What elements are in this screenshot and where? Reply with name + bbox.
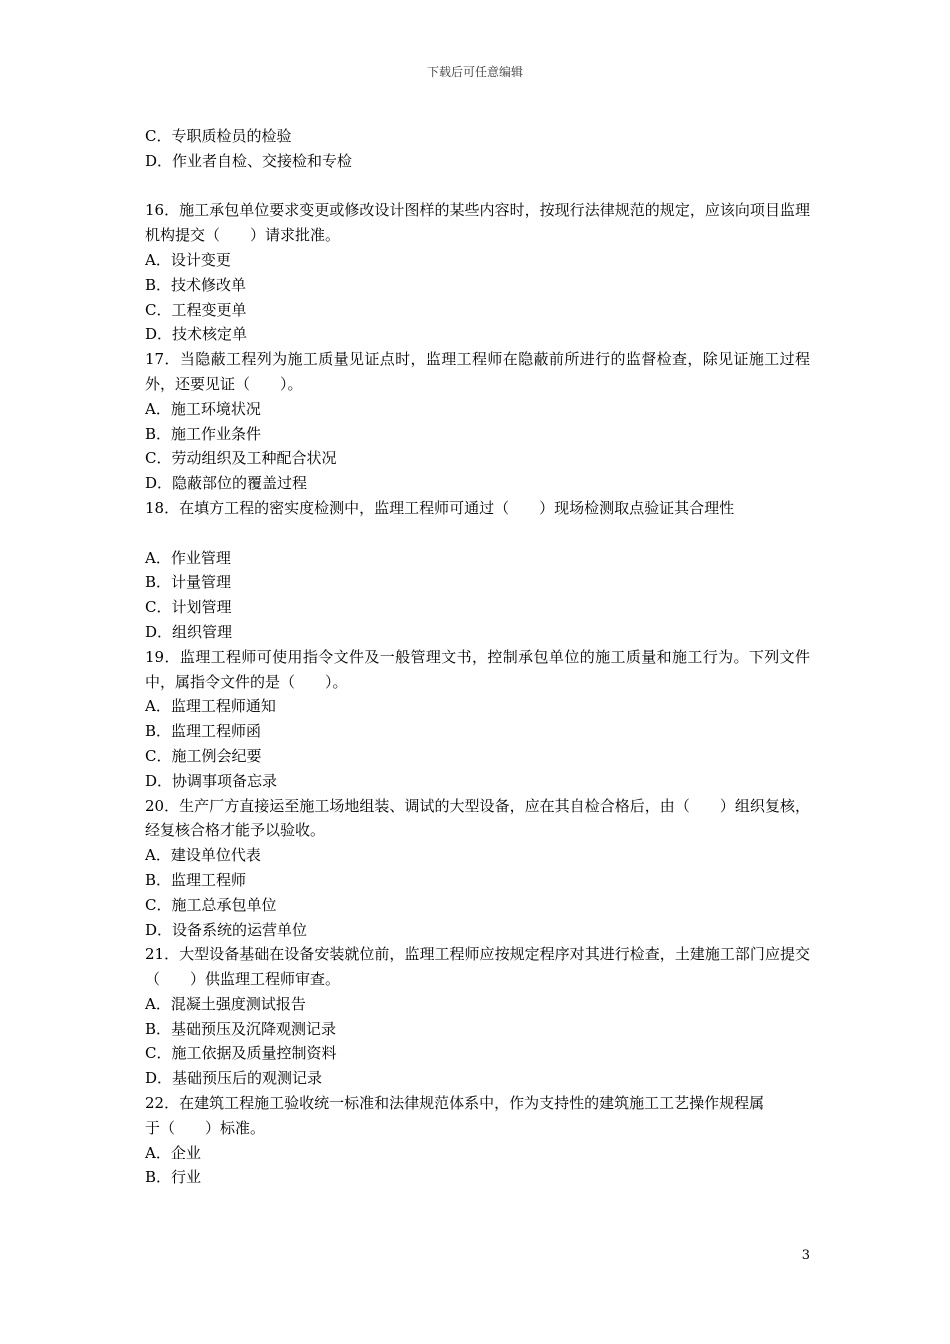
question-stem: 19．监理工程师可使用指令文件及一般管理文书，控制承包单位的施工质量和施工行为。下列文件中，属指令文件的是（ ）。	[145, 647, 810, 691]
option-line: D．协调事项备忘录	[145, 771, 278, 790]
option-line: A．设计变更	[145, 250, 231, 269]
option-line: B．施工作业条件	[145, 424, 262, 443]
option-line: D．基础预压后的观测记录	[145, 1069, 323, 1088]
option-line: B．技术修改单	[145, 275, 247, 294]
page-header: 下载后可任意编辑	[426, 65, 523, 79]
option-line: C．工程变更单	[145, 300, 247, 319]
option-line: A．建设单位代表	[145, 846, 261, 865]
question-stem: 21．大型设备基础在设备安装就位前，监理工程师应按规定程序对其进行检查，土建施工部门应提交（ ）供监理工程师审查。	[145, 945, 810, 989]
question-stem: 18．在填方工程的密实度检测中，监理工程师可通过（ ）现场检测取点验证其合理性	[145, 498, 735, 517]
option-line: A．作业管理	[145, 548, 231, 567]
option-line: D．作业者自检、交接检和专检	[145, 151, 353, 170]
option-line: D．设备系统的运营单位	[145, 920, 308, 939]
option-line: C．施工依据及质量控制资料	[145, 1044, 337, 1063]
option-line: B．行业	[145, 1168, 202, 1187]
option-line: B．计量管理	[145, 573, 232, 592]
option-line: A．施工环境状况	[145, 399, 261, 418]
question-stem: 17．当隐蔽工程列为施工质量见证点时，监理工程师在隐蔽前所进行的监督检查，除见证施工过程外，还要见证（ ）。	[145, 350, 810, 393]
blank-line	[145, 174, 810, 199]
option-line: B．监理工程师	[145, 870, 247, 889]
option-line: B．基础预压及沉降观测记录	[145, 1019, 337, 1038]
option-line: C．劳动组织及工种配合状况	[145, 449, 337, 468]
option-line: A．混凝土强度测试报告	[145, 994, 306, 1013]
page-number: 3	[801, 1248, 810, 1263]
option-line: D．组织管理	[145, 622, 233, 641]
option-line: B．监理工程师函	[145, 722, 262, 741]
option-line: C．专职质检员的检验	[145, 127, 292, 145]
question-stem: 20．生产厂方直接运至施工场地组装、调试的大型设备，应在其自检合格后，由（ ）组织复核，经复核合格才能予以验收。	[145, 796, 810, 840]
option-line: C．施工例会纪要	[145, 746, 262, 765]
question-stem: 16．施工承包单位要求变更或修改设计图样的某些内容时，按现行法律规范的规定，应该向项目监理机构提交（ ）请求批准。	[145, 201, 810, 245]
option-line: D．技术核定单	[145, 325, 248, 344]
option-line: A．企业	[145, 1143, 201, 1162]
blank-line	[145, 521, 810, 546]
option-line: A．监理工程师通知	[145, 697, 276, 716]
question-stem-continuation: 于（ ）标准。	[145, 1118, 266, 1137]
option-line: D．隐蔽部位的覆盖过程	[145, 474, 308, 493]
question-stem: 22．在建筑工程施工验收统一标准和法律规范体系中，作为支持性的建筑施工工艺操作规程属	[145, 1094, 765, 1113]
document-body	[145, 124, 810, 1190]
option-line: C．计划管理	[145, 598, 232, 617]
option-line: C．施工总承包单位	[145, 895, 277, 914]
